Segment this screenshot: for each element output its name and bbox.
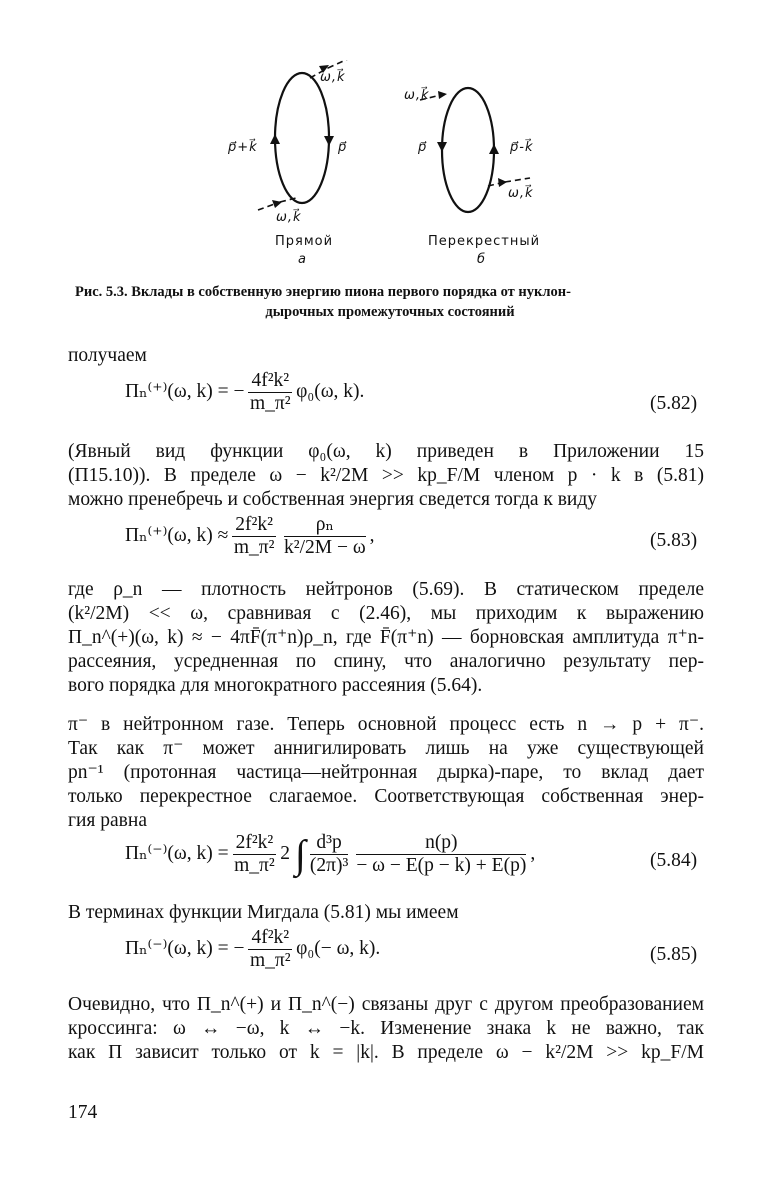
nucleon-loop-direct	[275, 73, 329, 203]
equation-5-83: Πₙ⁽⁺⁾(ω, k) ≈ $\frac{\text{2f²k²}}{\text{m\_π²}}$ $\frac{\text{ρₙ}}{\text{k²/2M − ω}}$ ,	[125, 514, 375, 558]
diagram-b-name: Перекрестный	[428, 234, 541, 249]
label-b-bottom: ω,k⃗	[508, 186, 534, 201]
label-b-left: p⃗	[418, 140, 428, 155]
nucleon-loop-crossed	[442, 88, 494, 212]
paragraph-6: Очевидно, что Π_n^(+) и Π_n^(−) связаны друг с другом преобразованием кроссинга: ω ↔ −ω, k ↔ −k. Изменение знака k не важно, так как Π зависит только от k = |k|. В пределе ω − k²/2M >> kp_F/M	[68, 994, 704, 1063]
figure-caption	[75, 282, 705, 322]
paragraph-2: (Явный вид функции φ₀(ω, k) приведен в Приложении 15 (П15.10)). В пределе ω − k²/2M >> kp_F/M членом p · k в (5.81) можно пренебречь и собственная энергия сведется тогда к виду	[68, 441, 704, 510]
equation-5-84: Πₙ⁽⁻⁾(ω, k) = $\frac{\text{2f²k²}}{\text{m\_π²}}$ 2 ∫ $\frac{\text{d³p}}{\text{(2π)³}}$ $\frac{n(p)}{- \omega - E(p - k) + E(p)}$ ,	[125, 831, 536, 877]
equation-number-5-83: (5.83)	[650, 530, 698, 551]
label-a-bottom: ω,k⃗	[276, 210, 302, 225]
integral-sign: ∫	[294, 831, 306, 877]
paragraph-4: π⁻ в нейтронном газе. Теперь основной процесс есть n → p + π⁻. Так как π⁻ может аннигилировать лишь на уже существующей pn⁻¹ (протонная частица—нейтронная дырка)-паре, то вклад дает только перекрестное слагаемое. Соответствующая собственная энер- гия равна	[68, 714, 704, 831]
page-number: 174	[68, 1102, 98, 1123]
label-a-top: ω,k⃗	[320, 70, 346, 85]
arrow-down-left	[437, 142, 447, 152]
equation-5-82: Πₙ⁽⁺⁾(ω, k) = − $\frac{\text{4f²k²}}{\text{m\_π²}}$ φ₀(ω, k).	[125, 370, 365, 414]
equation-5-85: Πₙ⁽⁻⁾(ω, k) = − $\frac{\text{4f²k²}}{\text{m\_π²}}$ φ₀(− ω, k).	[125, 927, 381, 971]
diagram-a-name: Прямой	[275, 234, 334, 249]
arrow-up-left	[270, 134, 280, 144]
caption-line-1: Рис. 5.3. Вклады в собственную энергию пиона первого порядка от нуклон-	[75, 284, 571, 300]
arrow-down-right	[324, 136, 334, 146]
diagram-b-letter: б	[477, 252, 487, 267]
paragraph-intro: получаем	[68, 345, 147, 366]
arrow-up-right	[489, 144, 499, 154]
diagram-a-letter: а	[298, 252, 307, 267]
equation-number-5-85: (5.85)	[650, 944, 698, 965]
equation-number-5-82: (5.82)	[650, 393, 698, 414]
paragraph-5: В терминах функции Мигдала (5.81) мы имеем	[68, 902, 459, 923]
label-b-top: ω,k⃗	[404, 88, 430, 103]
caption-line-2: дырочных промежуточных состояний	[265, 304, 515, 320]
label-a-right: p⃗	[338, 140, 348, 155]
equation-number-5-84: (5.84)	[650, 850, 698, 871]
label-b-right: p⃗-k⃗	[510, 140, 534, 155]
label-a-left: p⃗+k⃗	[228, 140, 258, 155]
paragraph-3: где ρ_n — плотность нейтронов (5.69). В статическом пределе (k²/2M) << ω, сравнивая с (2.46), мы приходим к выражению Π_n^(+)(ω, k) ≈ − 4πF̄(π⁺n)ρ_n, где F̄(π⁺n) — борновская амплитуда π⁺n- рассеяния, усредненная по спину, что аналогично результату пер- вого порядка для многократного рассеяния (5.64).	[68, 579, 704, 696]
